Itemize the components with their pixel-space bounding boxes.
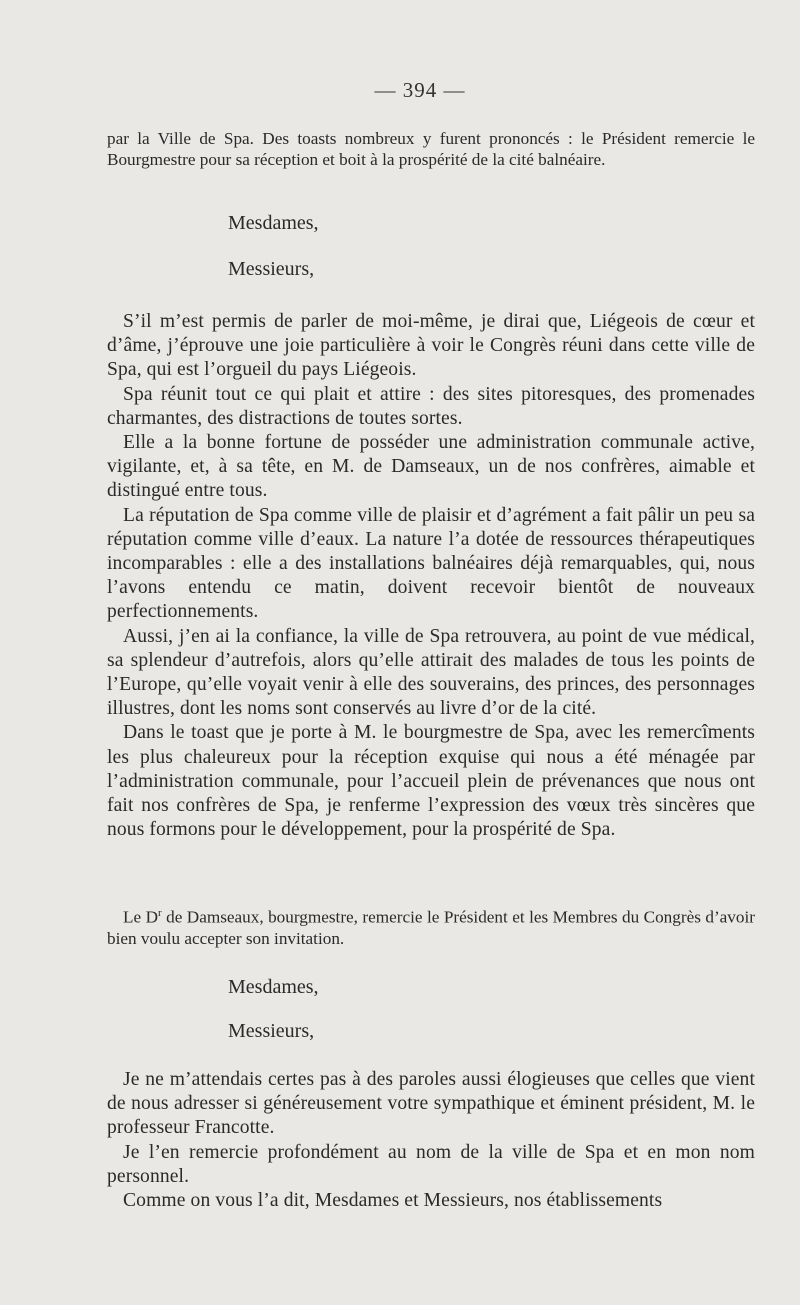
speech1-paragraph: Dans le toast que je porte à M. le bourgmestre de Spa, avec les remercîments les plus chaleureux pour la réception exquise qui nous a été ménagée par l’administration communale, pour l’accueil plein de prévenances que nous ont fait nos confrères de Spa, je renferme l’expression des vœux très sincères que nous formons pour le développement, pour la prospérité de Spa. [107,722,755,841]
speech2-body [107,1068,755,1213]
speech1-paragraph: Aussi, j’en ai la confiance, la ville de Spa retrouvera, au point de vue médical, sa splendeur d’autrefois, alors qu’elle attirait des malades de tous les points de l’Europe, qu’elle voyait venir à elle des souverains, des princes, des personnages illustres, dont les noms sont conservés au livre d’or de la cité. [107,625,755,720]
speech1-greeting-mesdames: Mesdames, [228,212,319,234]
intro-text: par la Ville de Spa. Des toasts nombreux y furent prononcés : le Président remercie le Bourgmestre pour sa réception et boit à la prospérité de la cité balnéaire. [107,129,755,169]
intro-paragraph [107,128,755,170]
page-number: — 394 — [374,78,466,102]
interlude-prefix: Le D [123,907,158,927]
speech1-paragraph: Spa réunit tout ce qui plait et attire : des sites pitoresques, des promenades charmantes, des distractions de toutes sortes. [107,383,755,429]
speech1-paragraph: La réputation de Spa comme ville de plaisir et d’agrément a fait pâlir un peu sa réputation comme ville d’eaux. La nature l’a dotée de ressources thérapeutiques incomparables : elle a des installations balnéaires déjà remarquables, qui, nous l’avons entendu ce matin, doivent recevoir bientôt de nouveaux perfectionnements. [107,504,755,623]
speech1-body [107,310,755,842]
speech1-paragraph: S’il m’est permis de parler de moi-même, je dirai que, Liégeois de cœur et d’âme, j’éprouve une joie particulière à voir le Congrès réuni dans cette ville de Spa, qui est l’orgueil du pays Liégeois. [107,311,755,381]
interlude-superscript: r [158,907,162,919]
speech2-greeting-mesdames: Mesdames, [228,976,319,998]
speech1-paragraph: Elle a la bonne fortune de posséder une administration communale active, vigilante, et, à sa tête, en M. de Damseaux, un de nos confrères, aimable et distingué entre tous. [107,432,755,502]
speech1-greeting-messieurs: Messieurs, [228,258,315,280]
speech2-paragraph: Je l’en remercie profondément au nom de la ville de Spa et en mon nom personnel. [107,1141,755,1187]
speech2-greeting-messieurs: Messieurs, [228,1020,315,1042]
speech2-paragraph: Je ne m’attendais certes pas à des paroles aussi élogieuses que celles que vient de nous adresser si généreusement votre sympathique et éminent président, M. le professeur Francotte. [107,1069,755,1139]
interlude-text: de Damseaux, bourgmestre, remercie le Président et les Membres du Congrès d’avoir bien voulu accepter son invitation. [107,907,755,948]
interlude-paragraph [107,903,755,949]
speech2-paragraph: Comme on vous l’a dit, Mesdames et Messieurs, nos établissements [123,1190,663,1212]
